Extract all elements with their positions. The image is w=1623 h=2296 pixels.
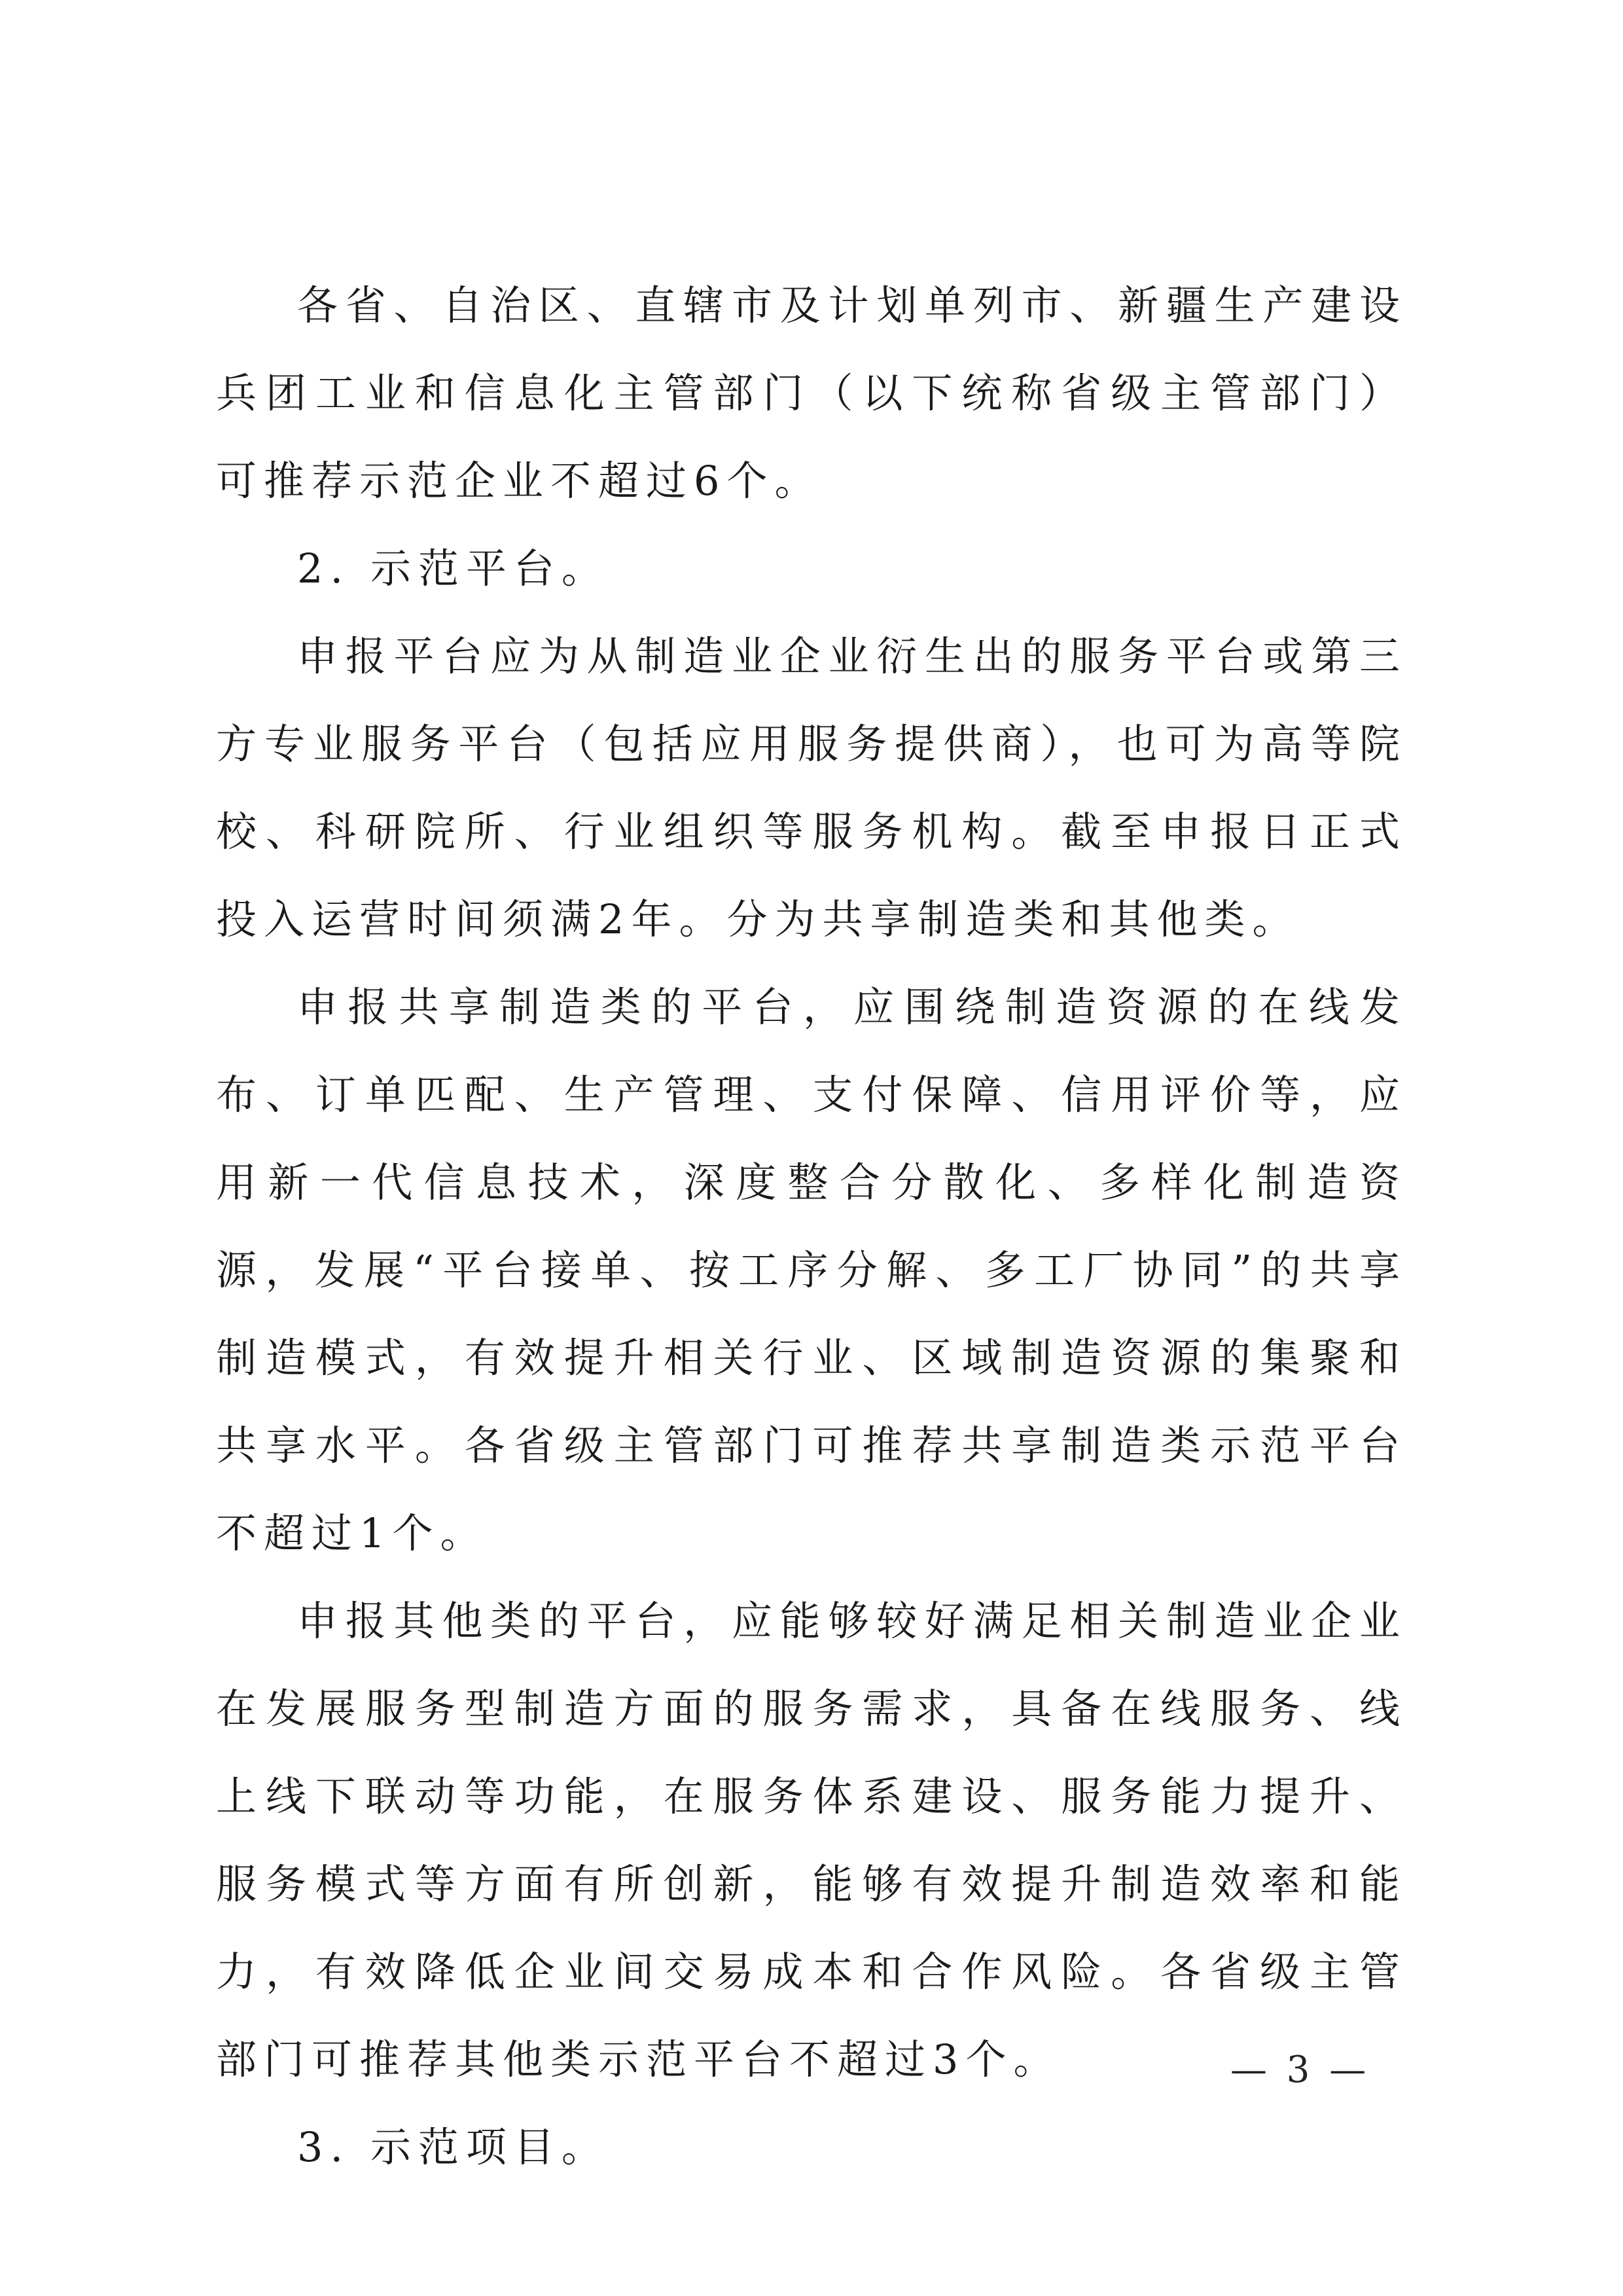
paragraph-recommendation-limit: 各省、自治区、直辖市及计划单列市、新疆生产建设兵团工业和信息化主管部门（以下统称省级主管部门）可推荐示范企业不超过6个。 <box>216 281 1407 505</box>
page-number: — 3 — <box>1230 2049 1370 2091</box>
paragraph-shared-manufacturing: 申报共享制造类的平台，应围绕制造资源的在线发布、订单匹配、生产管理、支付保障、信用评价等，应用新一代信息技术，深度整合分散化、多样化制造资源，发展“平台接单、按工序分解、多工厂协同”的共享制造模式，有效提升相关行业、区域制造资源的集聚和共享水平。各省级主管部门可推荐共享制造类示范平台不超过1个。 <box>216 983 1407 1557</box>
body-text <box>216 262 1407 2191</box>
paragraph-platform-requirements: 申报平台应为从制造业企业衍生出的服务平台或第三方专业服务平台（包括应用服务提供商），也可为高等院校、科研院所、行业组织等服务机构。截至申报日正式投入运营时间须满2年。分为共享制造类和其他类。 <box>216 632 1407 943</box>
paragraph-other-platforms: 申报其他类的平台，应能够较好满足相关制造业企业在发展服务型制造方面的服务需求，具备在线服务、线上线下联动等功能，在服务体系建设、服务能力提升、服务模式等方面有所创新，能够有效提升制造效率和能力，有效降低企业间交易成本和合作风险。各省级主管部门可推荐其他类示范平台不超过3个。 <box>216 1597 1407 2083</box>
section-heading-platform: 2. 示范平台。 <box>297 545 609 592</box>
section-heading-projects: 3. 示范项目。 <box>297 2123 609 2171</box>
